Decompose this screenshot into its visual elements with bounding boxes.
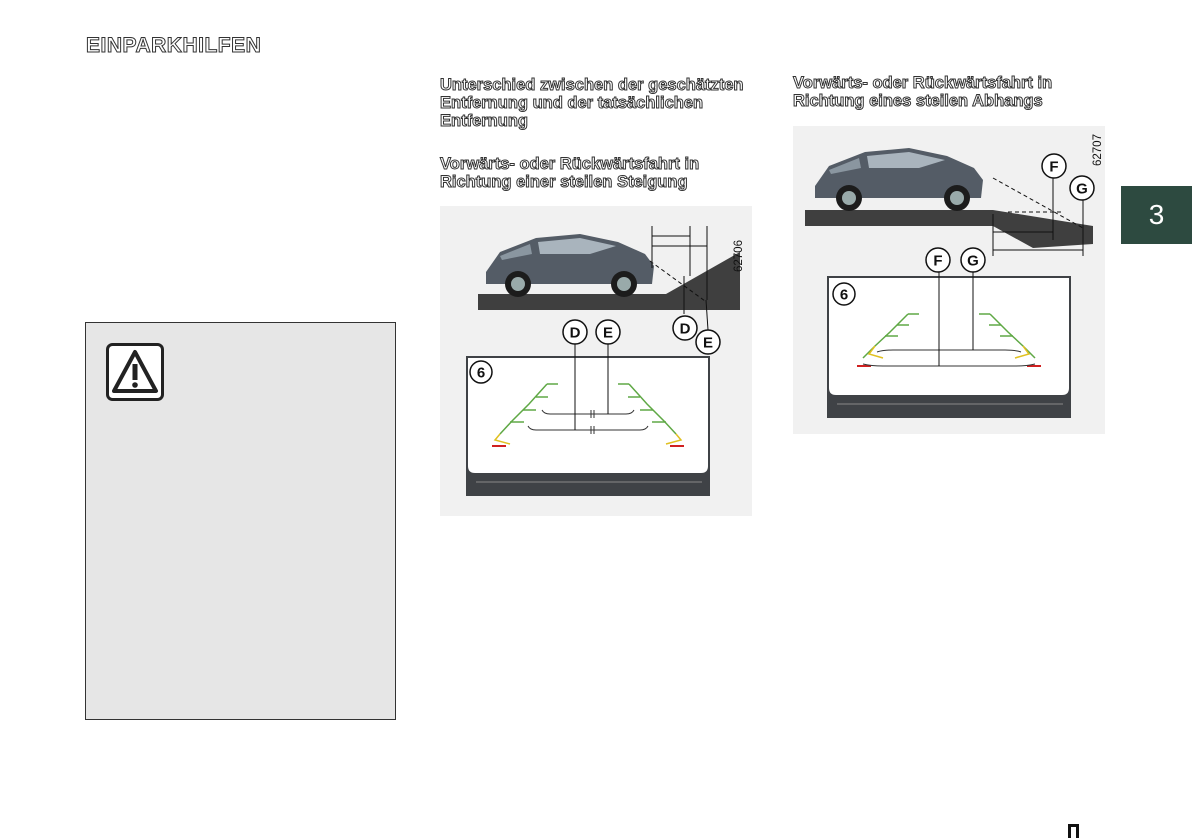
figure-steep-incline	[440, 206, 752, 516]
page-title: EINPARKHILFEN	[86, 34, 262, 57]
callout-g-screen	[961, 248, 985, 272]
svg-text:D: D	[569, 324, 581, 342]
callout-f-ground	[1042, 154, 1066, 178]
section-heading-distance-difference: Unterschied zwischen der geschätzten Entfernung und der tatsächlichen Entfernung	[440, 76, 744, 130]
svg-text:D: D	[679, 320, 691, 338]
callout-f-screen	[926, 248, 950, 272]
figure-steep-decline	[793, 126, 1105, 434]
callout-g-ground	[1070, 176, 1094, 200]
svg-text:E: E	[702, 334, 714, 352]
warning-triangle-icon	[106, 343, 164, 401]
section-heading-steep-decline: Vorwärts- oder Rückwärtsfahrt in Richtung eines steilen Abhangs	[793, 74, 1053, 110]
page-marker-icon	[1068, 822, 1079, 838]
svg-text:E: E	[602, 324, 614, 342]
chapter-tab: 3	[1121, 186, 1192, 244]
figure-reference-number: 62706	[733, 240, 745, 272]
callout-d-ground	[673, 316, 697, 340]
warning-box	[85, 322, 396, 720]
camera-screen	[827, 266, 1071, 418]
section-heading-steep-incline: Vorwärts- oder Rückwärtsfahrt in Richtung einer steilen Steigung	[440, 155, 700, 191]
callout-d-screen	[563, 320, 587, 344]
svg-text:G: G	[967, 252, 979, 270]
screen-label-6	[470, 361, 492, 383]
svg-text:F: F	[1049, 158, 1059, 176]
callout-e-ground	[696, 330, 720, 354]
svg-text:6: 6	[476, 364, 486, 382]
callout-e-screen	[596, 320, 620, 344]
screen-label-6	[833, 283, 855, 305]
figure-reference-number: 62707	[1092, 134, 1104, 166]
svg-text:6: 6	[839, 286, 849, 304]
svg-text:G: G	[1076, 180, 1088, 198]
camera-screen	[466, 342, 710, 496]
svg-text:F: F	[933, 252, 943, 270]
